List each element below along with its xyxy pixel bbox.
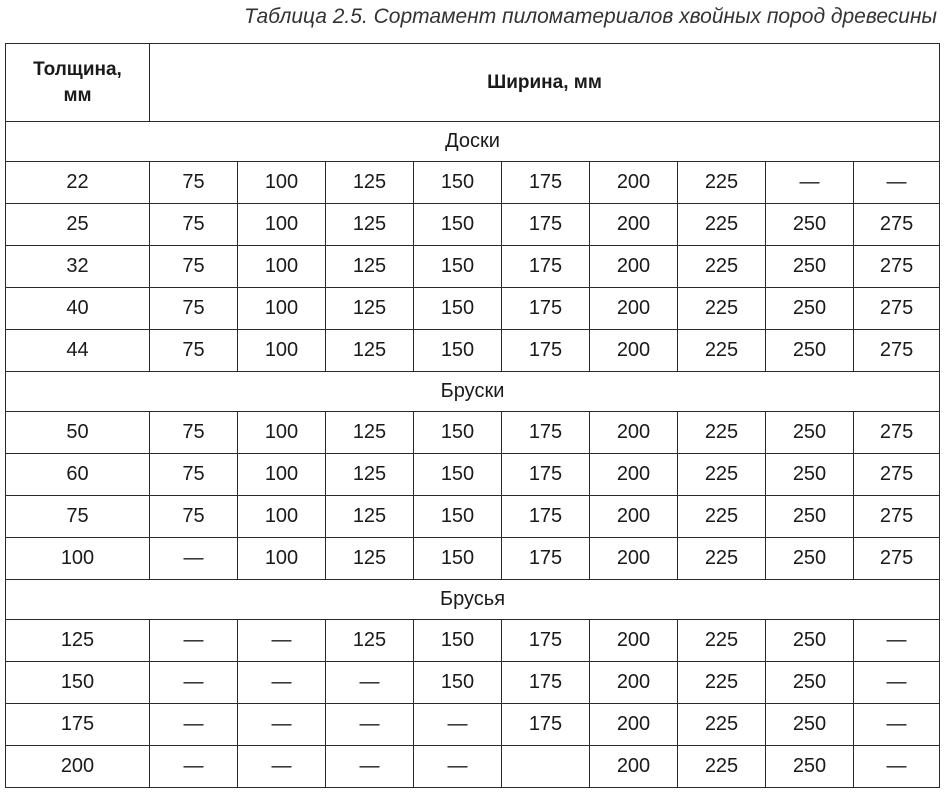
width-cell: — [238, 662, 326, 704]
thickness-cell: 125 [6, 620, 150, 662]
width-cell: — [150, 620, 238, 662]
width-cell: 100 [238, 454, 326, 496]
width-cell: 125 [326, 288, 414, 330]
width-cell: 75 [150, 204, 238, 246]
width-cell: 125 [326, 538, 414, 580]
table-row [6, 246, 940, 288]
width-cell: 250 [766, 746, 854, 788]
thickness-cell: 22 [6, 162, 150, 204]
section-row [6, 122, 940, 162]
thickness-cell: 40 [6, 288, 150, 330]
width-cell: 125 [326, 496, 414, 538]
width-cell: 100 [238, 204, 326, 246]
width-cell: 200 [590, 204, 678, 246]
width-cell: — [854, 662, 940, 704]
width-cell: 150 [414, 454, 502, 496]
section-title: Бруски [6, 372, 940, 412]
width-cell: 275 [854, 330, 940, 372]
width-cell: 125 [326, 246, 414, 288]
width-cell: 100 [238, 246, 326, 288]
width-cell: 175 [502, 662, 590, 704]
width-cell: 175 [502, 412, 590, 454]
width-cell: 150 [414, 662, 502, 704]
width-cell: — [150, 746, 238, 788]
width-cell: 225 [678, 412, 766, 454]
width-column-header: Ширина, мм [150, 44, 940, 122]
width-cell: 175 [502, 538, 590, 580]
width-cell: 150 [414, 496, 502, 538]
width-cell: 225 [678, 204, 766, 246]
width-cell: — [854, 162, 940, 204]
table-row [6, 204, 940, 246]
table-row [6, 620, 940, 662]
table-row [6, 412, 940, 454]
width-cell: 225 [678, 330, 766, 372]
width-cell: 75 [150, 246, 238, 288]
width-cell: 175 [502, 620, 590, 662]
width-cell: 175 [502, 330, 590, 372]
width-cell: 275 [854, 288, 940, 330]
thickness-cell: 150 [6, 662, 150, 704]
width-cell: 175 [502, 204, 590, 246]
width-cell: 175 [502, 162, 590, 204]
width-cell: 250 [766, 662, 854, 704]
width-cell: 250 [766, 454, 854, 496]
width-cell: — [238, 620, 326, 662]
thickness-cell: 200 [6, 746, 150, 788]
width-cell: 275 [854, 412, 940, 454]
width-cell: 150 [414, 330, 502, 372]
width-cell: 150 [414, 620, 502, 662]
table-caption: Таблица 2.5. Сортамент пиломатериалов хвойных пород древесины [244, 5, 937, 28]
table-row [6, 330, 940, 372]
lumber-assortment-table [5, 43, 940, 788]
width-cell: 250 [766, 538, 854, 580]
width-cell: 150 [414, 162, 502, 204]
thickness-cell: 50 [6, 412, 150, 454]
width-cell: 125 [326, 412, 414, 454]
width-cell: 175 [502, 454, 590, 496]
width-cell: 225 [678, 496, 766, 538]
width-cell: 200 [590, 496, 678, 538]
width-cell: — [854, 620, 940, 662]
width-cell: 175 [502, 288, 590, 330]
section-title: Доски [6, 122, 940, 162]
width-cell: 200 [590, 288, 678, 330]
table-row [6, 454, 940, 496]
width-cell: 275 [854, 538, 940, 580]
width-cell: 125 [326, 204, 414, 246]
width-cell: — [238, 746, 326, 788]
width-cell: 125 [326, 330, 414, 372]
width-cell: 200 [590, 412, 678, 454]
table-row [6, 704, 940, 746]
section-title: Брусья [6, 580, 940, 620]
width-cell: 275 [854, 496, 940, 538]
width-cell: 175 [502, 246, 590, 288]
width-cell: 75 [150, 412, 238, 454]
width-cell: 125 [326, 454, 414, 496]
width-cell: 200 [590, 662, 678, 704]
width-cell: 200 [590, 246, 678, 288]
width-cell: 250 [766, 620, 854, 662]
width-cell: — [150, 704, 238, 746]
width-cell: 225 [678, 454, 766, 496]
width-cell: — [326, 746, 414, 788]
thickness-cell: 60 [6, 454, 150, 496]
width-cell: 225 [678, 662, 766, 704]
width-cell: 150 [414, 412, 502, 454]
width-cell: 225 [678, 288, 766, 330]
table-row [6, 288, 940, 330]
width-cell: 250 [766, 496, 854, 538]
width-cell: 100 [238, 162, 326, 204]
width-cell: — [414, 704, 502, 746]
width-cell: 200 [590, 746, 678, 788]
width-cell: — [238, 704, 326, 746]
width-cell: — [766, 162, 854, 204]
width-cell: 150 [414, 288, 502, 330]
width-cell: 250 [766, 204, 854, 246]
width-cell: 225 [678, 704, 766, 746]
width-cell: 250 [766, 246, 854, 288]
width-cell: — [854, 746, 940, 788]
thickness-cell: 100 [6, 538, 150, 580]
width-cell: 150 [414, 204, 502, 246]
width-cell: 225 [678, 538, 766, 580]
width-cell: — [854, 704, 940, 746]
width-cell: 75 [150, 162, 238, 204]
width-cell: 100 [238, 330, 326, 372]
table-row [6, 746, 940, 788]
width-cell: — [326, 662, 414, 704]
table-row [6, 496, 940, 538]
section-row [6, 580, 940, 620]
width-cell: 225 [678, 620, 766, 662]
table-row [6, 662, 940, 704]
width-cell: 200 [590, 538, 678, 580]
width-cell: 75 [150, 330, 238, 372]
width-cell: 200 [590, 620, 678, 662]
width-cell: 200 [590, 454, 678, 496]
table-row [6, 538, 940, 580]
width-cell: 175 [502, 496, 590, 538]
width-cell: 100 [238, 288, 326, 330]
width-cell: — [150, 662, 238, 704]
width-cell: 200 [590, 704, 678, 746]
width-cell: 275 [854, 204, 940, 246]
width-cell: 100 [238, 412, 326, 454]
width-cell: 175 [502, 704, 590, 746]
width-cell: 225 [678, 246, 766, 288]
width-cell: 275 [854, 454, 940, 496]
table-header-row [6, 44, 940, 122]
width-cell: — [414, 746, 502, 788]
width-cell: 200 [590, 330, 678, 372]
thickness-cell: 25 [6, 204, 150, 246]
width-cell: 75 [150, 454, 238, 496]
thickness-cell: 175 [6, 704, 150, 746]
width-cell: 275 [854, 246, 940, 288]
width-cell: — [150, 538, 238, 580]
width-cell: 225 [678, 162, 766, 204]
width-cell: 125 [326, 162, 414, 204]
width-cell: 100 [238, 496, 326, 538]
table-row [6, 162, 940, 204]
width-cell: 125 [326, 620, 414, 662]
width-cell: — [326, 704, 414, 746]
width-cell: 150 [414, 538, 502, 580]
width-cell: 250 [766, 412, 854, 454]
width-cell: 250 [766, 330, 854, 372]
width-cell: 250 [766, 704, 854, 746]
width-cell: 100 [238, 538, 326, 580]
width-cell: 75 [150, 496, 238, 538]
thickness-cell: 75 [6, 496, 150, 538]
thickness-cell: 32 [6, 246, 150, 288]
width-cell: 225 [678, 746, 766, 788]
width-cell: 250 [766, 288, 854, 330]
thickness-column-header: Толщина, мм [6, 44, 150, 122]
thickness-cell: 44 [6, 330, 150, 372]
width-cell: 150 [414, 246, 502, 288]
section-row [6, 372, 940, 412]
width-cell [502, 746, 590, 788]
width-cell: 75 [150, 288, 238, 330]
width-cell: 200 [590, 162, 678, 204]
